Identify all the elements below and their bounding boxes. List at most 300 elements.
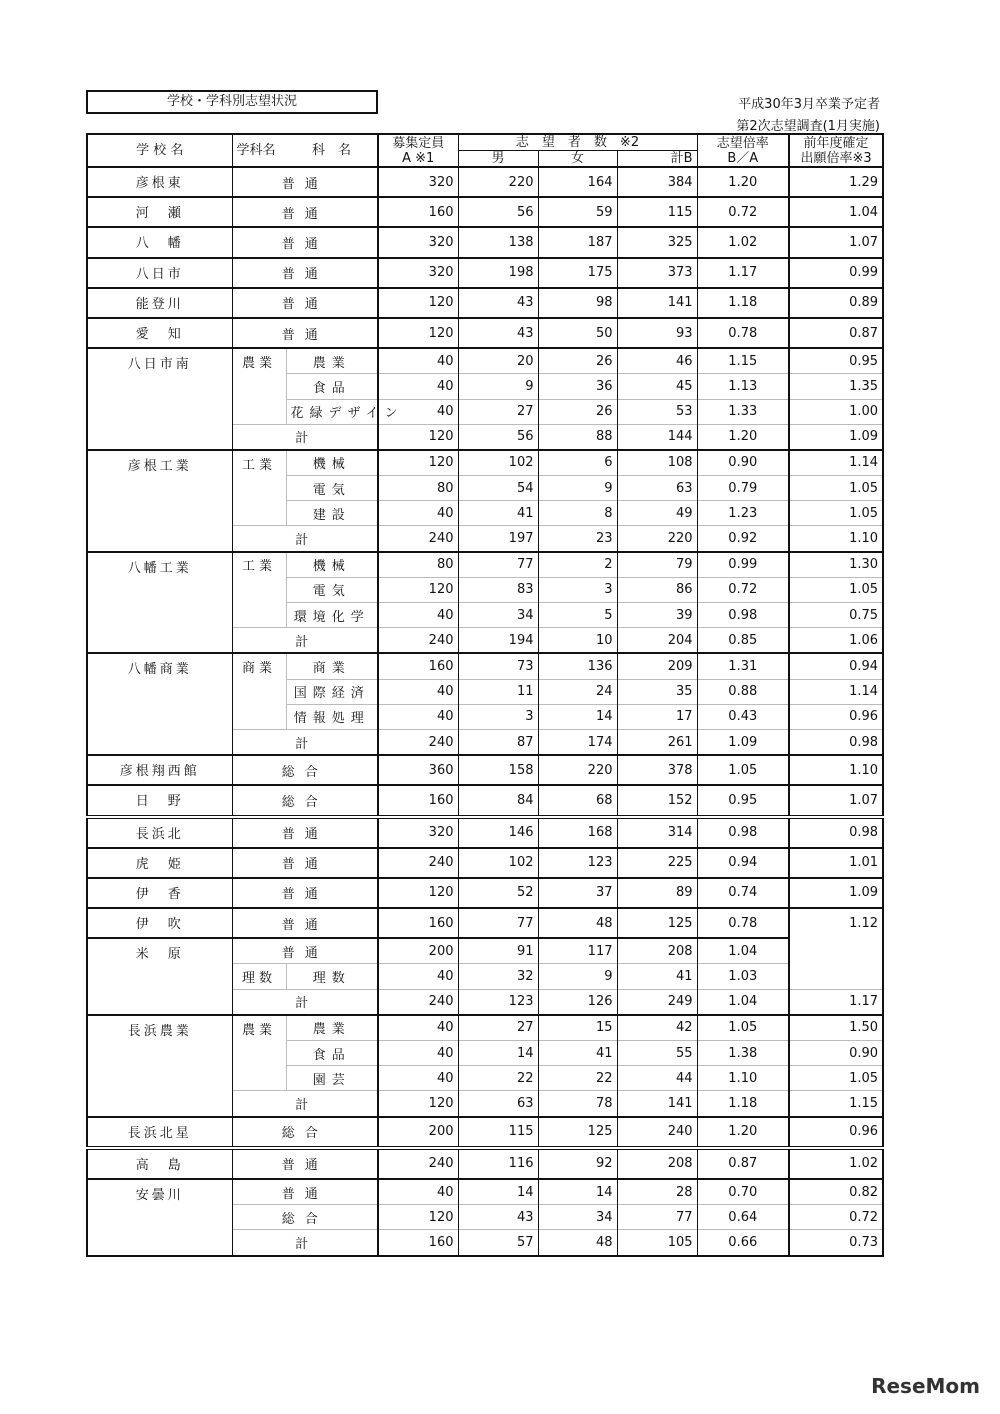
capacity-cell: 120 xyxy=(378,450,458,476)
ratio-cell: 1.20 xyxy=(697,424,789,450)
ratio-cell: 1.18 xyxy=(697,288,789,318)
capacity-cell: 240 xyxy=(378,628,458,654)
ratio-cell: 1.03 xyxy=(697,964,789,989)
table-row xyxy=(87,908,883,938)
course-cell: 園芸 xyxy=(286,1066,378,1091)
ratio-cell: 1.17 xyxy=(697,258,789,288)
header-ratio-label: 志望倍率 xyxy=(716,135,769,151)
total-cell: 46 xyxy=(617,348,697,374)
capacity-cell: 160 xyxy=(378,197,458,227)
total-cell: 141 xyxy=(617,288,697,318)
male-cell: 146 xyxy=(458,817,538,848)
course-cell: 農業 xyxy=(286,1015,378,1041)
female-cell: 123 xyxy=(538,848,617,878)
table-row xyxy=(87,1148,883,1179)
prev-cell: 1.12 xyxy=(789,908,883,938)
course-cell: 普通 xyxy=(232,288,378,318)
course-cell: 普通 xyxy=(232,878,378,908)
prev-cell: 1.15 xyxy=(789,1091,883,1117)
total-cell: 208 xyxy=(617,938,697,964)
male-cell: 84 xyxy=(458,785,538,816)
ratio-cell: 0.95 xyxy=(697,785,789,816)
capacity-cell: 40 xyxy=(378,399,458,424)
ratio-cell: 1.20 xyxy=(697,1117,789,1148)
female-cell: 48 xyxy=(538,1230,617,1256)
subtotal-label: 計 xyxy=(232,526,378,552)
header-ratio-sub: B／A xyxy=(727,150,759,166)
prev-cell: 0.89 xyxy=(789,288,883,318)
ratio-cell: 0.85 xyxy=(697,628,789,654)
header-prev xyxy=(789,134,883,167)
ratio-cell: 1.05 xyxy=(697,755,789,785)
school-name-cell: 八日市南 xyxy=(87,348,232,450)
female-cell: 15 xyxy=(538,1015,617,1041)
header-course: 科 名 xyxy=(286,134,378,167)
total-cell: 53 xyxy=(617,399,697,424)
capacity-cell: 240 xyxy=(378,1148,458,1179)
capacity-cell: 160 xyxy=(378,908,458,938)
course-cell: 普通 xyxy=(232,938,378,964)
ratio-cell: 1.10 xyxy=(697,1066,789,1091)
total-cell: 325 xyxy=(617,227,697,257)
dept-cell xyxy=(232,399,286,424)
capacity-cell: 120 xyxy=(378,878,458,908)
prev-cell xyxy=(789,964,883,989)
total-cell: 35 xyxy=(617,679,697,704)
header-female: 女 xyxy=(538,151,617,168)
dept-cell xyxy=(232,1041,286,1066)
school-name-cell: 伊 吹 xyxy=(87,908,232,938)
male-cell: 83 xyxy=(458,577,538,602)
header-capacity-label: 募集定員 xyxy=(392,135,445,151)
capacity-cell: 40 xyxy=(378,374,458,399)
male-cell: 9 xyxy=(458,374,538,399)
course-cell: 総合 xyxy=(232,785,378,816)
table-row xyxy=(87,755,883,785)
prev-cell: 1.09 xyxy=(789,424,883,450)
ratio-cell: 1.15 xyxy=(697,348,789,374)
male-cell: 14 xyxy=(458,1179,538,1205)
prev-cell: 0.72 xyxy=(789,1205,883,1230)
course-cell: 理数 xyxy=(286,964,378,989)
header-ratio xyxy=(697,134,789,167)
female-cell: 125 xyxy=(538,1117,617,1148)
prev-cell: 0.98 xyxy=(789,729,883,755)
total-cell: 42 xyxy=(617,1015,697,1041)
prev-cell: 1.35 xyxy=(789,374,883,399)
capacity-cell: 40 xyxy=(378,501,458,526)
prev-cell: 1.06 xyxy=(789,628,883,654)
ratio-cell: 0.70 xyxy=(697,1179,789,1205)
female-cell: 92 xyxy=(538,1148,617,1179)
course-cell: 普通 xyxy=(232,318,378,348)
ratio-cell: 0.72 xyxy=(697,197,789,227)
ratio-cell: 0.64 xyxy=(697,1205,789,1230)
female-cell: 136 xyxy=(538,653,617,679)
ratio-cell: 0.99 xyxy=(697,552,789,578)
total-cell: 44 xyxy=(617,1066,697,1091)
female-cell: 36 xyxy=(538,374,617,399)
capacity-cell: 40 xyxy=(378,603,458,628)
prev-cell: 1.07 xyxy=(789,227,883,257)
header-prev-label: 前年度確定 xyxy=(803,135,869,151)
capacity-cell: 120 xyxy=(378,288,458,318)
ratio-cell: 0.88 xyxy=(697,679,789,704)
table-row xyxy=(87,258,883,288)
capacity-cell: 120 xyxy=(378,577,458,602)
ratio-cell: 0.98 xyxy=(697,603,789,628)
male-cell: 73 xyxy=(458,653,538,679)
ratio-cell: 0.98 xyxy=(697,817,789,848)
table-body xyxy=(87,167,883,1256)
table-row xyxy=(87,1179,883,1205)
female-cell: 34 xyxy=(538,1205,617,1230)
ratio-cell: 1.33 xyxy=(697,399,789,424)
prev-cell: 0.90 xyxy=(789,1041,883,1066)
header-male: 男 xyxy=(458,151,538,168)
subtotal-label: 計 xyxy=(232,628,378,654)
total-cell: 240 xyxy=(617,1117,697,1148)
table-row xyxy=(87,227,883,257)
male-cell: 22 xyxy=(458,1066,538,1091)
capacity-cell: 80 xyxy=(378,552,458,578)
female-cell: 220 xyxy=(538,755,617,785)
prev-cell: 1.50 xyxy=(789,1015,883,1041)
female-cell: 175 xyxy=(538,258,617,288)
female-cell: 8 xyxy=(538,501,617,526)
table-row xyxy=(87,817,883,848)
female-cell: 41 xyxy=(538,1041,617,1066)
total-cell: 115 xyxy=(617,197,697,227)
ratio-cell: 1.09 xyxy=(697,729,789,755)
total-cell: 49 xyxy=(617,501,697,526)
ratio-cell: 1.20 xyxy=(697,167,789,197)
prev-cell xyxy=(789,938,883,964)
school-name-cell: 日 野 xyxy=(87,785,232,816)
female-cell: 14 xyxy=(538,704,617,729)
total-cell: 125 xyxy=(617,908,697,938)
course-cell: 電気 xyxy=(286,577,378,602)
school-name-cell: 虎 姫 xyxy=(87,848,232,878)
total-cell: 209 xyxy=(617,653,697,679)
subtotal-label: 計 xyxy=(232,729,378,755)
course-cell: 普通 xyxy=(232,908,378,938)
female-cell: 26 xyxy=(538,399,617,424)
course-cell: 食品 xyxy=(286,374,378,399)
total-cell: 77 xyxy=(617,1205,697,1230)
female-cell: 126 xyxy=(538,989,617,1015)
total-cell: 152 xyxy=(617,785,697,816)
female-cell: 24 xyxy=(538,679,617,704)
prev-cell: 1.17 xyxy=(789,989,883,1015)
application-status-table xyxy=(86,133,884,1257)
total-cell: 225 xyxy=(617,848,697,878)
ratio-cell: 1.18 xyxy=(697,1091,789,1117)
table-row xyxy=(87,552,883,578)
total-cell: 39 xyxy=(617,603,697,628)
female-cell: 26 xyxy=(538,348,617,374)
course-cell: 環境化学 xyxy=(286,603,378,628)
male-cell: 123 xyxy=(458,989,538,1015)
capacity-cell: 120 xyxy=(378,424,458,450)
capacity-cell: 160 xyxy=(378,1230,458,1256)
school-name-cell: 八幡商業 xyxy=(87,653,232,755)
male-cell: 32 xyxy=(458,964,538,989)
prev-cell: 0.73 xyxy=(789,1230,883,1256)
male-cell: 56 xyxy=(458,424,538,450)
capacity-cell: 200 xyxy=(378,938,458,964)
ratio-cell: 0.79 xyxy=(697,476,789,501)
male-cell: 43 xyxy=(458,1205,538,1230)
dept-cell xyxy=(232,704,286,729)
header-applicants: 志 望 者 数 ※2 xyxy=(458,134,697,151)
total-cell: 261 xyxy=(617,729,697,755)
female-cell: 164 xyxy=(538,167,617,197)
total-cell: 45 xyxy=(617,374,697,399)
male-cell: 27 xyxy=(458,1015,538,1041)
total-cell: 63 xyxy=(617,476,697,501)
prev-cell: 1.05 xyxy=(789,501,883,526)
capacity-cell: 200 xyxy=(378,1117,458,1148)
total-cell: 378 xyxy=(617,755,697,785)
prev-cell: 1.04 xyxy=(789,197,883,227)
prev-cell: 1.29 xyxy=(789,167,883,197)
subtotal-label: 計 xyxy=(232,1230,378,1256)
school-name-cell: 安曇川 xyxy=(87,1179,232,1256)
subtotal-label: 計 xyxy=(232,424,378,450)
capacity-cell: 120 xyxy=(378,318,458,348)
male-cell: 43 xyxy=(458,318,538,348)
table-row xyxy=(87,197,883,227)
capacity-cell: 320 xyxy=(378,258,458,288)
capacity-cell: 40 xyxy=(378,1041,458,1066)
female-cell: 187 xyxy=(538,227,617,257)
prev-cell: 0.98 xyxy=(789,817,883,848)
ratio-cell: 1.05 xyxy=(697,1015,789,1041)
male-cell: 194 xyxy=(458,628,538,654)
dept-cell xyxy=(232,374,286,399)
female-cell: 14 xyxy=(538,1179,617,1205)
course-cell: 普通 xyxy=(232,1148,378,1179)
capacity-cell: 240 xyxy=(378,526,458,552)
male-cell: 20 xyxy=(458,348,538,374)
capacity-cell: 40 xyxy=(378,1015,458,1041)
survey-label: 第2次志望調査(1月実施) xyxy=(736,119,880,134)
total-cell: 41 xyxy=(617,964,697,989)
male-cell: 41 xyxy=(458,501,538,526)
female-cell: 6 xyxy=(538,450,617,476)
table-row xyxy=(87,878,883,908)
header-school: 学 校 名 xyxy=(87,134,232,167)
male-cell: 3 xyxy=(458,704,538,729)
total-cell: 17 xyxy=(617,704,697,729)
male-cell: 11 xyxy=(458,679,538,704)
school-name-cell: 八日市 xyxy=(87,258,232,288)
female-cell: 3 xyxy=(538,577,617,602)
capacity-cell: 80 xyxy=(378,476,458,501)
ratio-cell: 0.66 xyxy=(697,1230,789,1256)
ratio-cell: 0.90 xyxy=(697,450,789,476)
course-cell: 建設 xyxy=(286,501,378,526)
male-cell: 77 xyxy=(458,552,538,578)
female-cell: 37 xyxy=(538,878,617,908)
school-name-cell: 高 島 xyxy=(87,1148,232,1179)
male-cell: 87 xyxy=(458,729,538,755)
capacity-cell: 320 xyxy=(378,227,458,257)
dept-cell xyxy=(232,577,286,602)
target-year-label: 平成30年3月卒業予定者 xyxy=(738,97,880,112)
male-cell: 102 xyxy=(458,450,538,476)
total-cell: 86 xyxy=(617,577,697,602)
course-cell: 商業 xyxy=(286,653,378,679)
total-cell: 79 xyxy=(617,552,697,578)
male-cell: 54 xyxy=(458,476,538,501)
capacity-cell: 240 xyxy=(378,729,458,755)
dept-cell: 工業 xyxy=(232,450,286,476)
prev-cell: 0.99 xyxy=(789,258,883,288)
prev-cell: 0.75 xyxy=(789,603,883,628)
school-name-cell: 河 瀬 xyxy=(87,197,232,227)
ratio-cell: 1.23 xyxy=(697,501,789,526)
course-cell: 食品 xyxy=(286,1041,378,1066)
school-name-cell: 伊 香 xyxy=(87,878,232,908)
capacity-cell: 40 xyxy=(378,704,458,729)
capacity-cell: 120 xyxy=(378,1205,458,1230)
school-name-cell: 長浜農業 xyxy=(87,1015,232,1117)
prev-cell: 0.94 xyxy=(789,653,883,679)
male-cell: 116 xyxy=(458,1148,538,1179)
female-cell: 174 xyxy=(538,729,617,755)
course-cell: 普通 xyxy=(232,167,378,197)
female-cell: 48 xyxy=(538,908,617,938)
ratio-cell: 1.38 xyxy=(697,1041,789,1066)
prev-cell: 1.07 xyxy=(789,785,883,816)
male-cell: 102 xyxy=(458,848,538,878)
capacity-cell: 160 xyxy=(378,785,458,816)
female-cell: 23 xyxy=(538,526,617,552)
ratio-cell: 0.92 xyxy=(697,526,789,552)
capacity-cell: 40 xyxy=(378,348,458,374)
female-cell: 2 xyxy=(538,552,617,578)
ratio-cell: 0.87 xyxy=(697,1148,789,1179)
female-cell: 98 xyxy=(538,288,617,318)
table-header xyxy=(87,134,883,167)
table-row xyxy=(87,167,883,197)
capacity-cell: 40 xyxy=(378,1066,458,1091)
table-row xyxy=(87,785,883,816)
dept-cell: 農業 xyxy=(232,348,286,374)
table-row xyxy=(87,653,883,679)
header-capacity xyxy=(378,134,458,167)
female-cell: 9 xyxy=(538,476,617,501)
school-name-cell: 長浜北星 xyxy=(87,1117,232,1148)
capacity-cell: 240 xyxy=(378,989,458,1015)
total-cell: 144 xyxy=(617,424,697,450)
course-cell: 総合 xyxy=(232,755,378,785)
total-cell: 89 xyxy=(617,878,697,908)
table-row xyxy=(87,318,883,348)
capacity-cell: 360 xyxy=(378,755,458,785)
male-cell: 14 xyxy=(458,1041,538,1066)
school-name-cell: 八幡工業 xyxy=(87,552,232,654)
capacity-cell: 120 xyxy=(378,1091,458,1117)
male-cell: 138 xyxy=(458,227,538,257)
male-cell: 52 xyxy=(458,878,538,908)
prev-cell: 1.30 xyxy=(789,552,883,578)
ratio-cell: 0.94 xyxy=(697,848,789,878)
total-cell: 373 xyxy=(617,258,697,288)
table-row xyxy=(87,450,883,476)
school-name-cell: 長浜北 xyxy=(87,817,232,848)
female-cell: 168 xyxy=(538,817,617,848)
total-cell: 105 xyxy=(617,1230,697,1256)
table-row xyxy=(87,1015,883,1041)
course-cell: 電気 xyxy=(286,476,378,501)
dept-cell: 商業 xyxy=(232,653,286,679)
prev-cell: 0.96 xyxy=(789,704,883,729)
total-cell: 314 xyxy=(617,817,697,848)
capacity-cell: 40 xyxy=(378,679,458,704)
school-name-cell: 米 原 xyxy=(87,938,232,1015)
dept-cell xyxy=(232,501,286,526)
ratio-cell: 1.04 xyxy=(697,989,789,1015)
male-cell: 34 xyxy=(458,603,538,628)
female-cell: 9 xyxy=(538,964,617,989)
course-cell: 普通 xyxy=(232,848,378,878)
male-cell: 57 xyxy=(458,1230,538,1256)
female-cell: 5 xyxy=(538,603,617,628)
ratio-cell: 1.13 xyxy=(697,374,789,399)
capacity-cell: 320 xyxy=(378,817,458,848)
total-cell: 384 xyxy=(617,167,697,197)
ratio-cell: 1.31 xyxy=(697,653,789,679)
male-cell: 115 xyxy=(458,1117,538,1148)
header-capacity-sub: A ※1 xyxy=(402,150,435,166)
course-cell: 農業 xyxy=(286,348,378,374)
course-cell: 機械 xyxy=(286,552,378,578)
course-cell: 国際経済 xyxy=(286,679,378,704)
course-cell: 機械 xyxy=(286,450,378,476)
school-name-cell: 八 幡 xyxy=(87,227,232,257)
course-cell: 総合 xyxy=(232,1205,378,1230)
header-total: 計B xyxy=(617,151,697,168)
male-cell: 56 xyxy=(458,197,538,227)
female-cell: 50 xyxy=(538,318,617,348)
header-prev-sub: 出願倍率※3 xyxy=(800,150,872,166)
male-cell: 197 xyxy=(458,526,538,552)
prev-cell: 1.05 xyxy=(789,1066,883,1091)
capacity-cell: 40 xyxy=(378,1179,458,1205)
prev-cell: 1.02 xyxy=(789,1148,883,1179)
prev-cell: 1.10 xyxy=(789,755,883,785)
ratio-cell: 0.78 xyxy=(697,318,789,348)
male-cell: 43 xyxy=(458,288,538,318)
total-cell: 55 xyxy=(617,1041,697,1066)
table-row xyxy=(87,288,883,318)
male-cell: 91 xyxy=(458,938,538,964)
dept-cell: 理数 xyxy=(232,964,286,989)
course-cell: 情報処理 xyxy=(286,704,378,729)
capacity-cell: 160 xyxy=(378,653,458,679)
female-cell: 10 xyxy=(538,628,617,654)
male-cell: 158 xyxy=(458,755,538,785)
school-name-cell: 彦根東 xyxy=(87,167,232,197)
dept-cell xyxy=(232,603,286,628)
prev-cell: 1.14 xyxy=(789,450,883,476)
dept-cell xyxy=(232,1066,286,1091)
prev-cell: 1.05 xyxy=(789,476,883,501)
subtotal-label: 計 xyxy=(232,1091,378,1117)
